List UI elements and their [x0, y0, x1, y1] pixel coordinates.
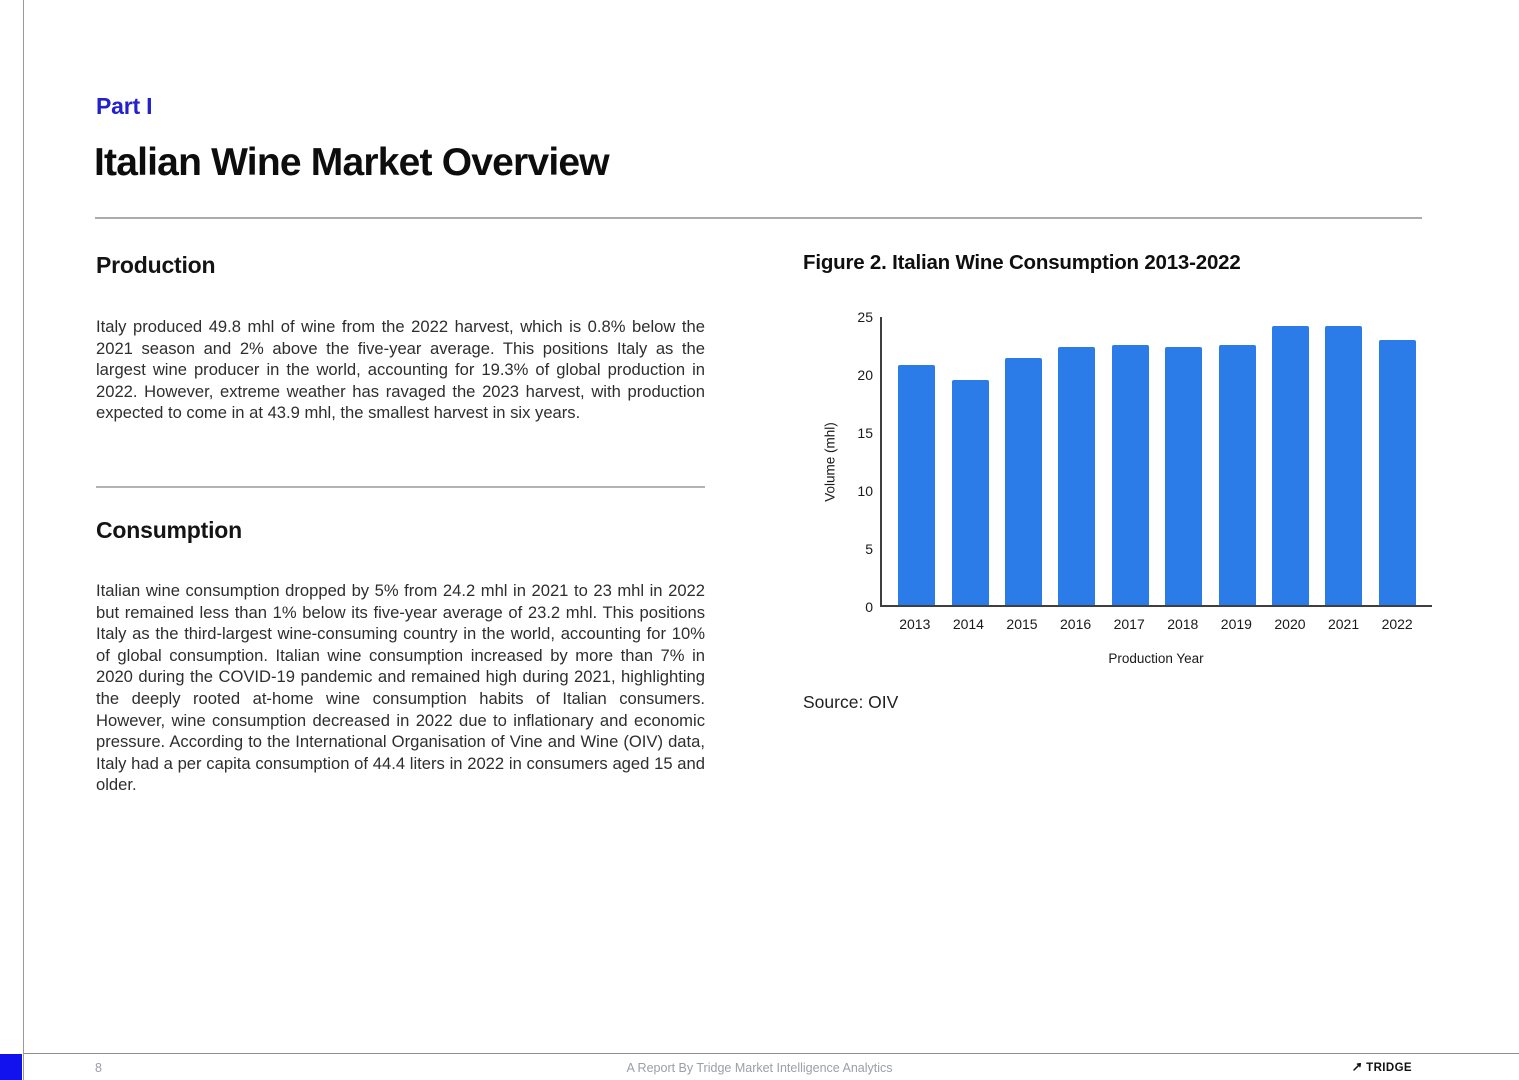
- production-heading: Production: [96, 252, 216, 278]
- y-tick-label: 15: [857, 425, 873, 441]
- bar-2014: [943, 317, 996, 605]
- x-tick-label: 2016: [1060, 616, 1092, 632]
- y-tick-label: 0: [865, 599, 873, 615]
- bar-chart: [803, 310, 1435, 680]
- title-divider: [95, 217, 1422, 219]
- y-tick-label: 20: [857, 367, 873, 383]
- production-paragraph: Italy produced 49.8 mhl of wine from the 2022 harvest, which is 0.8% below the 2021 season and 2% above the five-year average. This positions Italy as the largest wine producer in the world, accounting for 19.3% of global production in 2022. However, extreme weather has ravaged the 2023 harvest, with production expected to come in at 43.9 mhl, the smallest harvest in six years.: [96, 317, 705, 423]
- figure-title: Figure 2. Italian Wine Consumption 2013-2022: [803, 251, 1241, 274]
- bar-2020: [1264, 317, 1317, 605]
- section-divider: [96, 486, 705, 488]
- page-edge-rule: [23, 0, 24, 1080]
- x-tick-label: 2015: [1006, 616, 1038, 632]
- x-tick-label: 2018: [1167, 616, 1199, 632]
- x-axis-label: Production Year: [1108, 651, 1204, 666]
- bar-2021: [1317, 317, 1370, 605]
- bar-2022: [1371, 317, 1424, 605]
- figure-source: Source: OIV: [803, 692, 899, 712]
- x-tick-label: 2013: [899, 616, 931, 632]
- x-tick-label: 2019: [1220, 616, 1252, 632]
- consumption-paragraph: Italian wine consumption dropped by 5% from 24.2 mhl in 2021 to 23 mhl in 2022 but remained less than 1% below its five-year average of 23.2 mhl. This positions Italy as the third-largest wine-consuming country in the world, accounting for 10% of global consumption. Italian wine consumption increased by more than 7% in 2020 during the COVID-19 pandemic and remained high during 2021, highlighting the deeply rooted at-home wine consumption habits of Italian consumers. However, wine consumption decreased in 2022 due to inflationary and economic pressure. According to the International Organisation of Vine and Wine (OIV) data, Italy had a per capita consumption of 44.4 liters in 2022 in consumers aged 15 and older.: [96, 581, 705, 795]
- bar-2016: [1050, 317, 1103, 605]
- footer-divider: [24, 1053, 1519, 1054]
- footer-brand: [1352, 1059, 1412, 1077]
- tridge-logo-icon: [1352, 1059, 1363, 1077]
- bar-2019: [1210, 317, 1263, 605]
- page-title: Italian Wine Market Overview: [94, 141, 609, 184]
- x-tick-row: [880, 616, 1432, 632]
- x-tick-label: 2017: [1113, 616, 1145, 632]
- footer-brand-label: TRIDGE: [1366, 1062, 1412, 1074]
- bar-2017: [1104, 317, 1157, 605]
- y-tick-label: 10: [857, 483, 873, 499]
- y-tick-label: 25: [857, 309, 873, 325]
- y-axis-ticks: [831, 309, 873, 615]
- part-label: Part I: [96, 93, 153, 119]
- y-tick-label: 5: [865, 541, 873, 557]
- x-tick-label: 2014: [952, 616, 984, 632]
- consumption-heading: Consumption: [96, 517, 242, 543]
- bar-2018: [1157, 317, 1210, 605]
- bar-2013: [890, 317, 943, 605]
- bar-2015: [997, 317, 1050, 605]
- x-tick-label: 2022: [1381, 616, 1413, 632]
- footer-page-number: 8: [95, 1061, 102, 1075]
- y-axis-label: Volume (mhl): [822, 422, 838, 502]
- x-tick-label: 2021: [1327, 616, 1360, 632]
- x-tick-label: 2020: [1274, 616, 1306, 632]
- footer-credit: A Report By Tridge Market Intelligence Analytics: [626, 1061, 893, 1075]
- chart-plot: [880, 317, 1432, 607]
